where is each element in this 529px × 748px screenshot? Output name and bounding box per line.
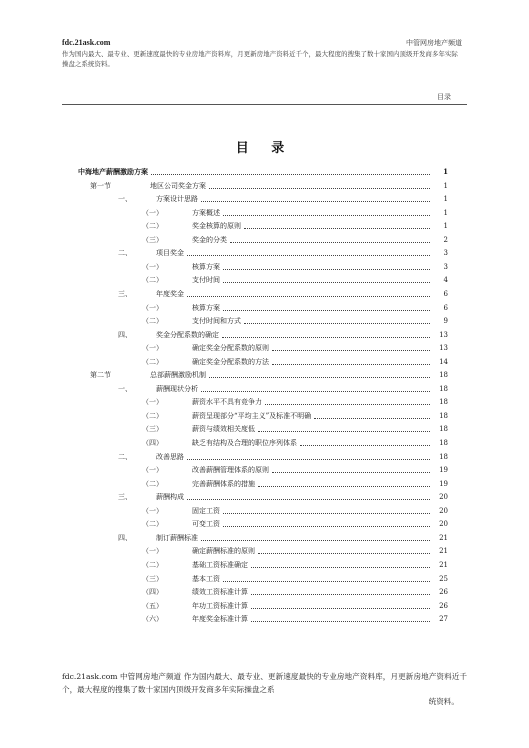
toc-entry[interactable] (78, 573, 448, 585)
toc-page-number: 26 (439, 601, 448, 610)
toc-dot-leader (272, 350, 430, 351)
toc-entry[interactable] (78, 329, 448, 341)
toc-entry-title: 确定薪酬标准的原则 (192, 547, 255, 556)
toc-entry-title: 中海地产薪酬激励方案 (78, 167, 148, 176)
toc-page-number: 1 (443, 195, 448, 204)
toc-dot-leader (222, 337, 430, 338)
toc-entry-title: 薪资与绩效相关度低 (192, 425, 255, 434)
toc-entry-number: （二） (142, 520, 163, 529)
toc-page-number: 9 (443, 317, 448, 326)
toc-dot-leader (187, 255, 430, 256)
toc-entry-number: （一） (142, 547, 163, 556)
toc-entry-title: 项目奖金 (156, 249, 184, 258)
toc-entry-title: 总部薪酬激励机制 (150, 371, 206, 380)
toc-entry[interactable] (78, 423, 448, 435)
toc-entry[interactable] (78, 478, 448, 490)
toc-entry[interactable] (78, 356, 448, 368)
toc-entry-title: 绩效工资标准计算 (192, 588, 248, 597)
toc-page-number: 1 (443, 181, 448, 190)
toc-dot-leader (230, 242, 430, 243)
toc-entry-title: 方案设计思路 (156, 195, 198, 204)
toc-entry-number: （一） (142, 344, 163, 353)
toc-entry[interactable] (78, 261, 448, 273)
toc-page-number: 18 (439, 452, 448, 461)
toc-page-number: 25 (439, 574, 448, 583)
toc-entry[interactable] (78, 545, 448, 557)
toc-entry[interactable] (78, 369, 448, 381)
toc-entry-number: （二） (142, 276, 163, 285)
toc-page-number: 21 (439, 533, 448, 542)
toc-dot-leader (314, 418, 430, 419)
toc-entry-number: 四、 (118, 533, 132, 542)
toc-page-number: 20 (439, 520, 448, 529)
toc-page-number: 14 (439, 357, 448, 366)
toc-entry-number: （一） (142, 303, 163, 312)
toc-dot-leader (223, 269, 430, 270)
toc-entry-title: 支付时间和方式 (192, 317, 241, 326)
toc-entry-number: （二） (142, 560, 163, 569)
toc-dot-leader (258, 486, 430, 487)
toc-entry-number: （一） (142, 398, 163, 407)
toc-entry-number: （一） (142, 208, 163, 217)
channel-name: 中管网房地产频道 (406, 39, 462, 47)
toc-entry-title: 完善薪酬体系的措施 (192, 479, 255, 488)
toc-entry[interactable] (78, 315, 448, 327)
toc-entry-title: 奖金核算的原则 (192, 222, 241, 231)
toc-page-number: 18 (439, 439, 448, 447)
toc-entry-number: （三） (142, 574, 163, 583)
toc-dot-leader (251, 608, 430, 609)
toc-entry-number: （二） (142, 357, 163, 366)
toc-entry-title: 确定奖金分配系数的原则 (192, 344, 269, 353)
toc-dot-leader (223, 310, 430, 311)
toc-page-number: 26 (439, 588, 448, 597)
toc-page-number: 2 (443, 235, 448, 244)
toc-page-number: 19 (439, 479, 448, 488)
toc-entry-number: （二） (142, 222, 163, 231)
toc-entry-number: 三、 (118, 289, 132, 298)
toc-dot-leader (151, 174, 430, 175)
toc-page-number: 6 (443, 303, 448, 312)
toc-entry-title: 确定奖金分配系数的方法 (192, 357, 269, 366)
section-tag: 目录 (437, 93, 451, 101)
toc-dot-leader (251, 567, 430, 568)
toc-entry-number: （三） (142, 425, 163, 434)
toc-entry-number: 二、 (118, 452, 132, 461)
toc-dot-leader (272, 364, 430, 365)
toc-entry-title: 年功工资标准计算 (192, 601, 248, 610)
toc-entry-title: 固定工资 (192, 506, 220, 515)
page-title: 目 录 (235, 141, 294, 156)
toc-entry-number: （五） (142, 601, 163, 610)
toc-entry[interactable] (78, 600, 448, 612)
toc-entry[interactable] (78, 437, 448, 449)
toc-entry[interactable] (78, 586, 448, 598)
toc-dot-leader (223, 581, 430, 582)
toc-entry[interactable] (78, 559, 448, 571)
toc-entry-number: （一） (142, 466, 163, 475)
toc-dot-leader (258, 431, 430, 432)
toc-entry-number: （二） (142, 479, 163, 488)
toc-entry[interactable] (78, 193, 448, 205)
toc-entry-title: 奖金的分类 (192, 235, 227, 244)
toc-entry-title: 年度奖金 (156, 289, 184, 298)
toc-entry[interactable] (78, 451, 448, 463)
toc-dot-leader (251, 594, 430, 595)
toc-entry-title: 支付时间 (192, 276, 220, 285)
toc-entry-title: 基本工资 (192, 574, 220, 583)
toc-entry[interactable] (78, 505, 448, 517)
toc-entry[interactable] (78, 342, 448, 354)
toc-entry-title: 基础工资标准确定 (192, 560, 248, 569)
toc-dot-leader (223, 513, 430, 514)
toc-entry[interactable] (78, 247, 448, 259)
toc-page-number: 27 (439, 615, 448, 624)
toc-dot-leader (223, 282, 430, 283)
toc-dot-leader (223, 215, 430, 216)
toc-entry-title: 薪酬构成 (156, 493, 184, 502)
toc-page-number: 3 (443, 249, 448, 258)
toc-entry-number: （二） (142, 411, 163, 420)
toc-dot-leader (265, 404, 430, 405)
toc-page-number: 3 (443, 262, 448, 271)
toc-entry-number: 四、 (118, 330, 132, 339)
toc-dot-leader (209, 188, 430, 189)
toc-entry[interactable] (78, 234, 448, 246)
toc-entry[interactable] (78, 532, 448, 544)
toc-entry-number: （三） (142, 235, 163, 244)
toc-entry-title: 改善薪酬管理体系的原则 (192, 466, 269, 475)
toc-dot-leader (209, 377, 430, 378)
toc-dot-leader (272, 472, 430, 473)
toc-page-number: 6 (443, 289, 448, 298)
toc-dot-leader (201, 540, 430, 541)
toc-entry[interactable] (78, 491, 448, 503)
toc-dot-leader (187, 459, 430, 460)
toc-page-number: 1 (443, 222, 448, 231)
toc-entry-number: 三、 (118, 493, 132, 502)
toc-page-number: 20 (439, 506, 448, 515)
toc-dot-leader (187, 296, 430, 297)
toc-dot-leader (244, 228, 430, 229)
toc-dot-leader (201, 391, 430, 392)
toc-page-number: 18 (439, 398, 448, 407)
toc-entry[interactable] (78, 613, 448, 625)
toc-page-number: 13 (439, 330, 448, 339)
toc-entry-number: （一） (142, 262, 163, 271)
toc-page-number: 18 (439, 425, 448, 434)
site-name[interactable]: fdc.21ask.com (62, 38, 111, 47)
toc-entry[interactable] (78, 180, 448, 192)
toc-page-number: 1 (443, 167, 448, 176)
toc-entry-number: （二） (142, 317, 163, 326)
toc-entry-number: 一、 (118, 195, 132, 204)
toc-page-number: 13 (439, 344, 448, 353)
toc-dot-leader (187, 499, 430, 500)
toc-dot-leader (300, 445, 430, 446)
toc-page-number: 21 (439, 547, 448, 556)
toc-entry[interactable] (78, 518, 448, 530)
toc-entry-number: 二、 (118, 249, 132, 258)
toc-page-number: 20 (439, 493, 448, 502)
toc-page-number: 1 (443, 208, 448, 217)
toc-entry-number: 一、 (118, 384, 132, 393)
toc-entry-number: 第二节 (90, 371, 111, 380)
toc-dot-leader (201, 201, 430, 202)
toc-page-number: 21 (439, 560, 448, 569)
toc-entry-title: 年度奖金标准计算 (192, 615, 248, 624)
toc-entry-title: 制订薪酬标准 (156, 533, 198, 542)
toc-dot-leader (258, 553, 430, 554)
footer-text: fdc.21ask.com 中管网房地产频道 作为国内最大、最专业、更新速度最快的专业房地产资料库，月更新房地产资料近千个，最大程度的搜集了数十家国内顶级开发商多年实际操盘之系 (62, 672, 467, 694)
toc-entry-title: 核算方案 (192, 262, 220, 271)
toc-dot-leader (244, 323, 430, 324)
toc-entry[interactable] (78, 383, 448, 395)
header-divider (62, 104, 467, 105)
toc-entry-title: 薪资水平不具有竞争力 (192, 398, 262, 407)
toc-entry[interactable] (78, 410, 448, 422)
toc-entry-number: （四） (142, 439, 163, 447)
toc-dot-leader (251, 621, 430, 622)
toc-entry-title: 地区公司奖金方案 (150, 181, 206, 190)
toc-entry-title: 方案概述 (192, 208, 220, 217)
toc-entry-title: 缺乏有结构及合理的职位序列体系 (192, 439, 297, 447)
toc-page-number: 18 (439, 371, 448, 380)
toc-entry-number: （一） (142, 506, 163, 515)
toc-entry-title: 核算方案 (192, 303, 220, 312)
toc-entry[interactable] (78, 302, 448, 314)
toc-dot-leader (223, 526, 430, 527)
toc-entry[interactable] (78, 166, 448, 178)
toc-entry[interactable] (78, 274, 448, 286)
toc-entry-number: （六） (142, 615, 163, 624)
toc-page-number: 18 (439, 384, 448, 393)
toc-entry-title: 可变工资 (192, 520, 220, 529)
toc-entry[interactable] (78, 207, 448, 219)
toc-page-number: 4 (443, 276, 448, 285)
toc-entry-number: （四） (142, 588, 163, 597)
header-description: 作为国内最大、最专业、更新速度最快的专业房地产资料库，月更新房地产资料近千个，最大程度的搜集了数十家国内顶级开发商多年实际操盘之系统资料。 (62, 50, 458, 68)
toc-page-number: 19 (439, 466, 448, 475)
toc-entry-number: 第一节 (90, 181, 111, 190)
toc-entry-title: 薪资呈现部分“平均主义”及标准不明确 (192, 411, 312, 420)
toc-entry-title: 改善思路 (156, 452, 184, 461)
toc-entry[interactable] (78, 220, 448, 232)
footer-text-end: 统资料。 (428, 697, 459, 706)
toc-page-number: 18 (439, 411, 448, 420)
toc-entry-title: 薪酬现状分析 (156, 384, 198, 393)
toc-entry-title: 奖金分配系数的确定 (156, 330, 219, 339)
toc-entry[interactable] (78, 288, 448, 300)
toc-entry[interactable] (78, 464, 448, 476)
toc-entry[interactable] (78, 396, 448, 408)
